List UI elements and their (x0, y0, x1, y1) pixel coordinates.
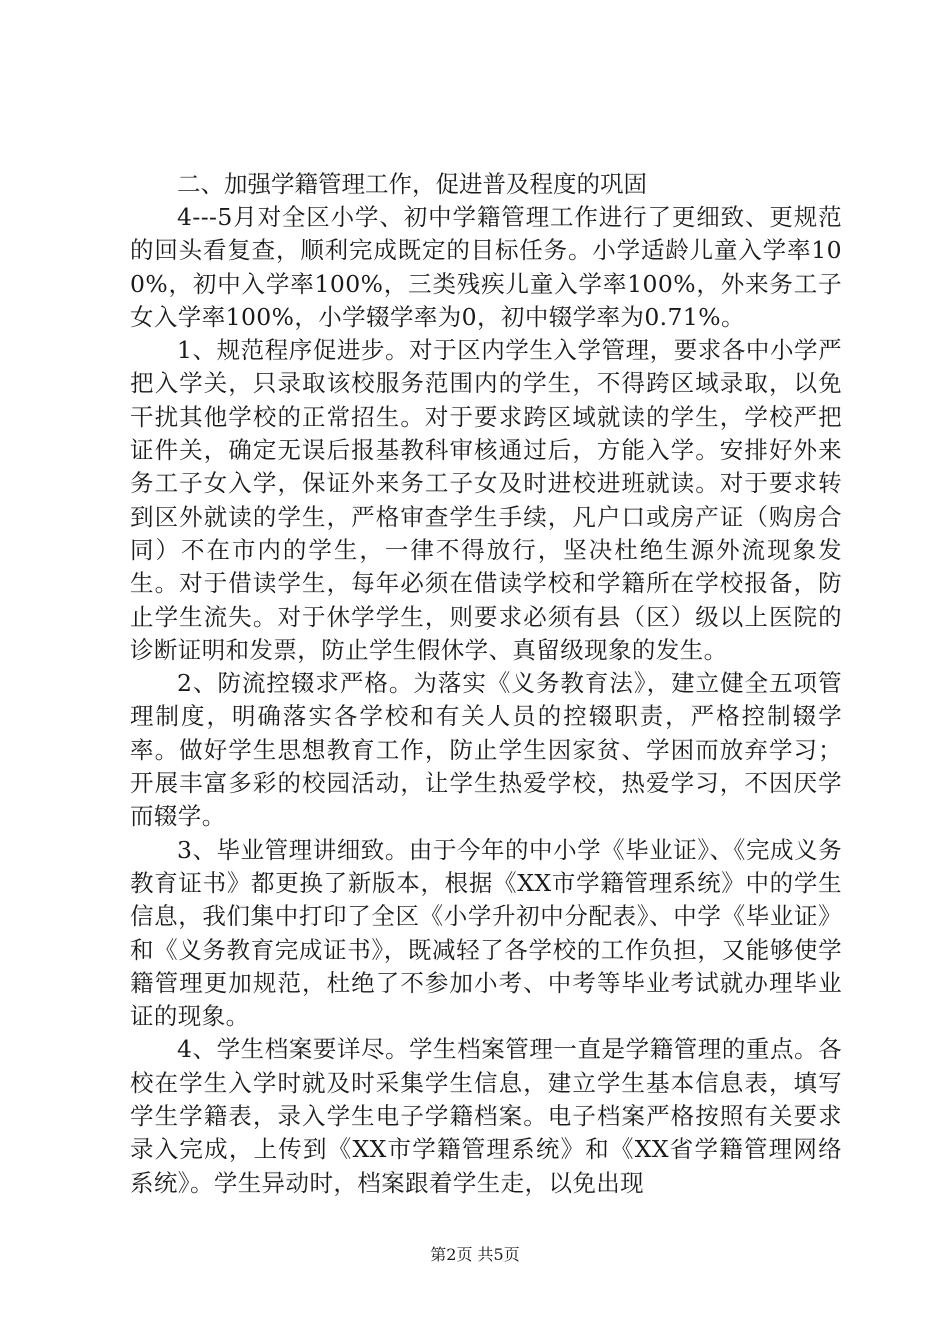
document-body (130, 168, 842, 1200)
paragraph-enrollment-stats: 4---5月对全区小学、初中学籍管理工作进行了更细致、更规范的回头看复查，顺利完成既定的目标任务。小学适龄儿童入学率100%，初中入学率100%，三类残疾儿童入学率100%，外来务工子女入学率100%，小学辍学率为0，初中辍学率为0.71%。 (130, 203, 842, 331)
paragraph-graduation-management: 3、毕业管理讲细致。由于今年的中小学《毕业证》、《完成义务教育证书》都更换了新版本，根据《XX市学籍管理系统》中的学生信息，我们集中打印了全区《小学升初中分配表》、中学《毕业证》和《义务教育完成证书》，既减轻了各学校的工作负担，又能够使学籍管理更加规范，杜绝了不参加小考、中考等毕业考试就办理毕业证的现象。 (130, 835, 842, 1031)
section-heading: 二、加强学籍管理工作，促进普及程度的巩固 (177, 170, 647, 198)
paragraph-dropout-control: 2、防流控辍求严格。为落实《义务教育法》，建立健全五项管理制度，明确落实各学校和有关人员的控辍职责，严格控制辍学率。做好学生思想教育工作，防止学生因家贫、学困而放弃学习；开展丰富多彩的校园活动，让学生热爱学校，热爱学习，不因厌学而辍学。 (130, 669, 842, 831)
paragraph-standardize-procedures: 1、规范程序促进步。对于区内学生入学管理，要求各中小学严把入学关，只录取该校服务范围内的学生，不得跨区域录取，以免干扰其他学校的正常招生。对于要求跨区域就读的学生，学校严把证件关，确定无误后报基教科审核通过后，方能入学。安排好外来务工子女入学，保证外来务工子女及时进校进班就读。对于要求转到区外就读的学生，严格审查学生手续，凡户口或房产证（购房合同）不在市内的学生，一律不得放行，坚决杜绝生源外流现象发生。对于借读学生，每年必须在借读学校和学籍所在学校报备，防止学生流失。对于休学学生，则要求必须有县（区）级以上医院的诊断证明和发票，防止学生假休学、真留级现象的发生。 (130, 336, 842, 664)
page-footer: 第2页 共5页 (430, 1245, 520, 1264)
paragraph-student-records: 4、学生档案要详尽。学生档案管理一直是学籍管理的重点。各校在学生入学时就及时采集学生信息，建立学生基本信息表，填写学生学籍表，录入学生电子学籍档案。电子档案严格按照有关要求录入完成，上传到《XX市学籍管理系统》和《XX省学籍管理网络系统》。学生异动时，档案跟着学生走，以免出现 (130, 1035, 842, 1197)
